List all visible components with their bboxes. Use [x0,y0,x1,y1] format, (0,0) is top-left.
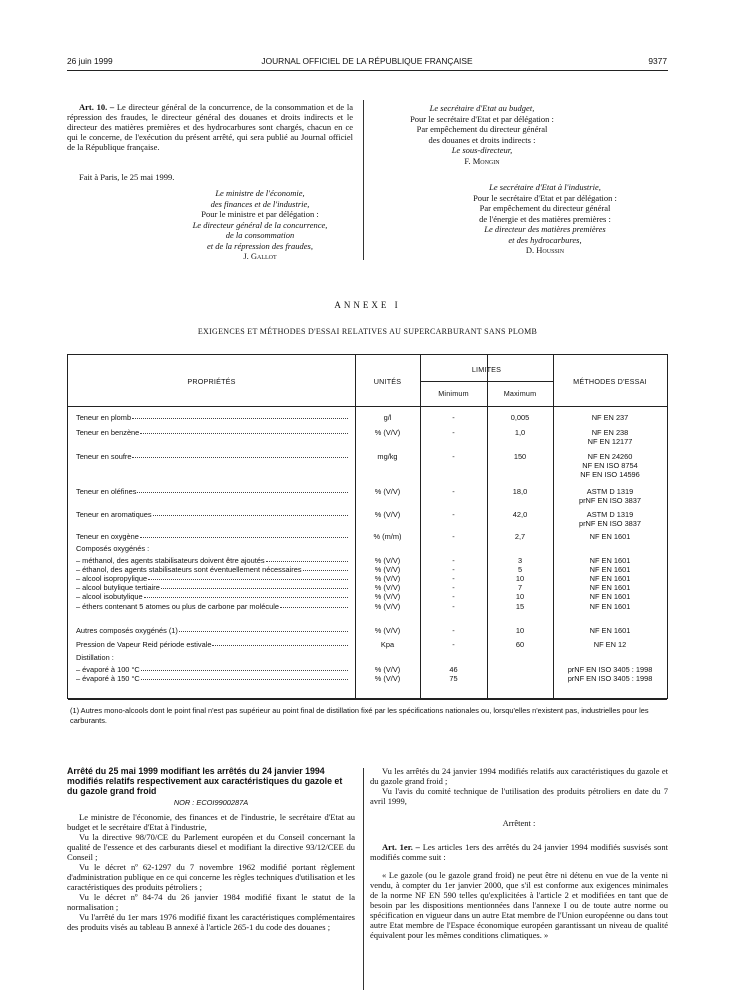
row-property: Teneur en soufre [76,452,348,461]
sig-line: et des hydrocarbures, [508,234,582,245]
header-maximum: Maximum [503,389,537,398]
row-property: – alcool isobutylique [76,592,348,601]
row-property: Teneur en benzène [76,428,348,437]
row-property: – évaporé à 150 °C [76,674,348,683]
row-method: NF EN 1601 [589,583,631,593]
specifications-table [67,354,668,699]
row-unit: % (V/V) [374,565,401,575]
article-1-text: Les articles 1ers des arrêtés du 24 janvier 1994 modifiés susvisés sont modifiés comme suit : [370,842,669,862]
header-page-number: 9377 [648,56,667,66]
column-divider [363,100,364,260]
row-minimum: - [452,601,455,611]
row-maximum: 42,0 [512,510,528,519]
annex-title: ANNEXE I [334,300,401,310]
row-property: Teneur en aromatiques [76,510,348,519]
preamble-para: Vu la directive 98/70/CE du Parlement européen et du Conseil concernant la qualité de l'essence et des carburants diesel et modifiant la directive 93/12/CEE du Conseil ; [67,832,355,862]
row-property: – évaporé à 100 °C [76,665,348,674]
row-method: NF EN 238 [591,428,629,437]
row-minimum: - [452,565,455,575]
row-maximum: 5 [517,565,523,575]
leader-dots [266,556,348,562]
article-10-date: Fait à Paris, le 25 mai 1999. [79,172,175,182]
column-divider [363,768,364,990]
row-unit: % (V/V) [374,487,401,496]
sig-line: Pour le ministre et par délégation : [201,209,319,219]
nor-text: NOR : ECOI9900287A [173,798,249,807]
row-property: Teneur en oléfines [76,487,348,496]
header-properties: PROPRIÉTÉS [187,377,236,386]
row-maximum: 18,0 [512,487,528,496]
row-maximum: 0,005 [510,413,530,422]
row-minimum: - [452,487,455,496]
leader-dots [148,574,348,580]
visa-para: Vu les arrêtés du 24 janvier 1994 modifiés relatifs aux caractéristiques du gazole et du gazole grand froid ; [370,766,668,786]
leader-dots [141,674,348,680]
row-minimum: - [452,556,455,565]
preamble-para: Le ministre de l'économie, des finances et de l'industrie, le secrétaire d'Etat au budget et le secrétaire d'Etat à l'industrie, [67,812,355,832]
arrete-right-column [370,766,668,940]
row-unit: % (V/V) [374,674,401,684]
leader-dots [179,626,348,632]
article-10 [67,102,353,152]
row-minimum: - [452,428,455,437]
leader-dots [132,413,348,419]
article-10-label: Art. 10. – [79,102,115,112]
leader-dots [140,532,348,538]
row-minimum: - [452,574,455,584]
row-unit: % (V/V) [374,592,401,602]
row-minimum: - [452,452,455,461]
row-method: prNF EN ISO 3837 [578,496,642,506]
row-minimum: 46 [449,665,458,674]
article-1 [370,842,668,862]
row-unit: % (V/V) [374,574,401,584]
row-method: ASTM D 1319 [586,510,634,519]
row-minimum: - [452,640,455,649]
row-maximum: 2,7 [514,532,526,541]
header-journal-title: JOURNAL OFFICIEL DE LA RÉPUBLIQUE FRANÇAISE [261,56,473,66]
leader-dots [141,665,348,671]
leader-dots [144,592,348,598]
sig-line: Le directeur général de la concurrence, [192,219,328,230]
sig-line: de la consommation [225,230,295,240]
row-method: NF EN 1601 [589,626,631,635]
row-property: – alcool isopropylique [76,574,348,583]
row-maximum: 10 [515,592,525,602]
row-maximum: 10 [515,626,525,635]
row-property: – alcool butylique tertiaire [76,583,348,592]
sig-line: Le directeur des matières premières [484,224,606,234]
arrete-preamble [67,812,355,932]
row-minimum: 75 [449,674,458,684]
row-method: NF EN 1601 [589,565,631,575]
row-maximum: 150 [513,452,527,461]
row-unit: mg/kg [377,452,398,461]
signature-block-budget [372,103,592,166]
row-minimum: - [452,413,455,422]
row-property: Teneur en oxygène [76,532,348,541]
visa-para: Vu l'avis du comité technique de l'utilisation des produits pétroliers en date du 7 avril 1999, [370,786,668,806]
sig-line: Pour le secrétaire d'Etat et par délégation : [473,192,617,203]
signature-block-minister [160,188,360,262]
leader-dots [132,452,348,458]
leader-dots [303,565,348,571]
row-method: prNF EN ISO 3837 [578,519,642,529]
signatory-name: F. Mongin [464,155,500,166]
sig-line: Le secrétaire d'Etat au budget, [429,103,535,113]
signature-block-industry [440,182,650,256]
sig-line: de l'énergie et des matières premières : [479,213,611,224]
row-property: Teneur en plomb [76,413,348,422]
signatory-name: J. Gallot [243,251,277,261]
row-method: NF EN 12 [593,640,627,649]
header-date: 26 juin 1999 [67,56,113,66]
row-method: NF EN ISO 8754 [582,461,638,471]
sig-line: Par empêchement du directeur général [479,203,611,213]
sig-line: Par empêchement du directeur général [416,124,548,134]
article-1-quote: « Le gazole (ou le gazole grand froid) ne peut être ni détenu en vue de la vente ni vendu, à compter du 1er janvier 2000, que s'il est conforme aux exigences minimales de la norme NF EN 590 telles qu'explicitées à l'article 2 et modifiées en tant que de besoin par les dispositions mentionnées dans l'annexe I ou de toute autre norme ou spécification en vigueur dans un autre Etat membre de l'Union européenne ou dans tout autre Etat membre de l'Espace économique européen garantissant un niveau de qualité équivalent pour les mêmes conditions climatiques. » [370,870,668,940]
leader-dots [280,602,348,608]
article-1-label: Art. 1er. – [382,842,420,852]
row-method: prNF EN ISO 3405 : 1998 [567,674,653,684]
row-unit: % (V/V) [374,626,401,635]
header-minimum: Minimum [438,389,469,398]
row-unit: % (V/V) [374,556,401,565]
row-unit: % (V/V) [374,510,401,519]
sig-line: Pour le secrétaire d'Etat et par délégation : [410,113,554,124]
sig-line: des douanes et droits indirects : [428,134,536,145]
arrete-title: Arrêté du 25 mai 1999 modifiant les arrêtés du 24 janvier 1994 modifiés relatifs respectivement aux caractéristiques du gazole et du gazole grand froid [67,766,343,796]
row-minimum: - [452,510,455,519]
table-row-divider [420,381,553,382]
leader-dots [137,487,348,493]
row-method: NF EN 237 [591,413,629,422]
annex-subtitle: EXIGENCES ET MÉTHODES D'ESSAI RELATIVES AU SUPERCARBURANT SANS PLOMB [197,327,538,336]
row-unit: % (V/V) [374,601,401,611]
row-method: NF EN 12177 [587,437,633,447]
arretent: Arrêtent : [502,818,536,828]
row-unit: % (V/V) [374,428,401,437]
row-maximum: 7 [517,583,523,593]
row-method: ASTM D 1319 [586,487,634,496]
row-maximum: 15 [515,601,525,611]
header-rule [67,70,668,71]
row-method: NF EN 1601 [589,574,631,584]
row-method: NF EN 1601 [589,592,631,602]
row-maximum: 10 [515,574,525,584]
row-unit: Kpa [380,640,395,649]
row-method: prNF EN ISO 3405 : 1998 [567,665,653,674]
row-maximum: 60 [515,640,525,649]
row-property: Pression de Vapeur Reid période estivale [76,640,348,649]
row-unit: % (m/m) [373,532,402,541]
row-property: Distillation : [76,653,114,662]
preamble-para: Vu l'arrêté du 1er mars 1976 modifié fixant les caractéristiques complémentaires des produits visés au tableau B annexé à l'article 265-1 du code des douanes ; [67,912,355,932]
row-property: – éthers contenant 5 atomes ou plus de carbone par molécule [76,602,348,611]
leader-dots [212,640,348,646]
sig-line: et de la répression des fraudes, [207,240,313,251]
row-unit: % (V/V) [374,665,401,674]
table-footnote: (1) Autres mono-alcools dont le point final n'est pas supérieur au point final de distillation fixé par les spécifications nationales ou, lorsqu'elles n'existent pas, industrielles pour les carburants. [70,706,649,725]
sig-line: Le secrétaire d'Etat à l'industrie, [489,182,601,192]
preamble-para: Vu le décret nº 62-1297 du 7 novembre 1962 modifié portant règlement d'administration publique en ce qui concerne les règles techniques d'utilisation et les caractéristiques des produits pétroliers ; [67,862,355,892]
leader-dots [140,428,348,434]
table-row-divider [68,699,667,700]
row-method: NF EN 1601 [589,601,631,611]
row-maximum: 1,0 [514,428,526,437]
sig-line: Le sous-directeur, [451,145,513,155]
article-10-text: Le directeur général de la concurrence, de la consommation et de la répression des fraudes, le directeur général des douanes et droits indirects et le directeur des matières premières et des hydrocarbures sont chargés, chacun en ce qui le concerne, de l'exécution du présent arrêté, qui sera publié au Journal officiel de la République française. [67,102,353,152]
nor-reference [67,798,355,807]
row-method: NF EN 1601 [589,532,631,541]
row-minimum: - [452,532,455,541]
sig-line: Le ministre de l'économie, [215,188,305,198]
row-method: NF EN ISO 14596 [580,470,640,480]
row-minimum: - [452,626,455,635]
header-limits: LIMITES [471,365,502,374]
preamble-para: Vu le décret nº 84-74 du 26 janvier 1984 modifié fixant le statut de la normalisation ; [67,892,355,912]
sig-line: des finances et de l'industrie, [210,198,310,209]
leader-dots [153,510,348,516]
row-unit: g/l [383,413,392,422]
row-property: Autres composés oxygénés (1) [76,626,348,635]
row-minimum: - [452,592,455,602]
row-maximum: 3 [517,556,523,565]
row-property: Composés oxygénés : [76,544,150,553]
header-methods: MÉTHODES D'ESSAI [573,377,647,386]
row-method: NF EN 24260 [587,452,633,461]
row-unit: % (V/V) [374,583,401,593]
table-row-divider [68,406,667,407]
leader-dots [161,583,348,589]
header-units: UNITÉS [373,377,402,386]
signatory-name: D. Houssin [525,245,565,255]
row-property: – méthanol, des agents stabilisateurs doivent être ajoutés [76,556,348,565]
row-minimum: - [452,583,455,593]
row-property: – éthanol, des agents stabilisateurs sont éventuellement nécessaires [76,565,348,574]
row-method: NF EN 1601 [589,556,631,565]
page-header [67,56,667,70]
